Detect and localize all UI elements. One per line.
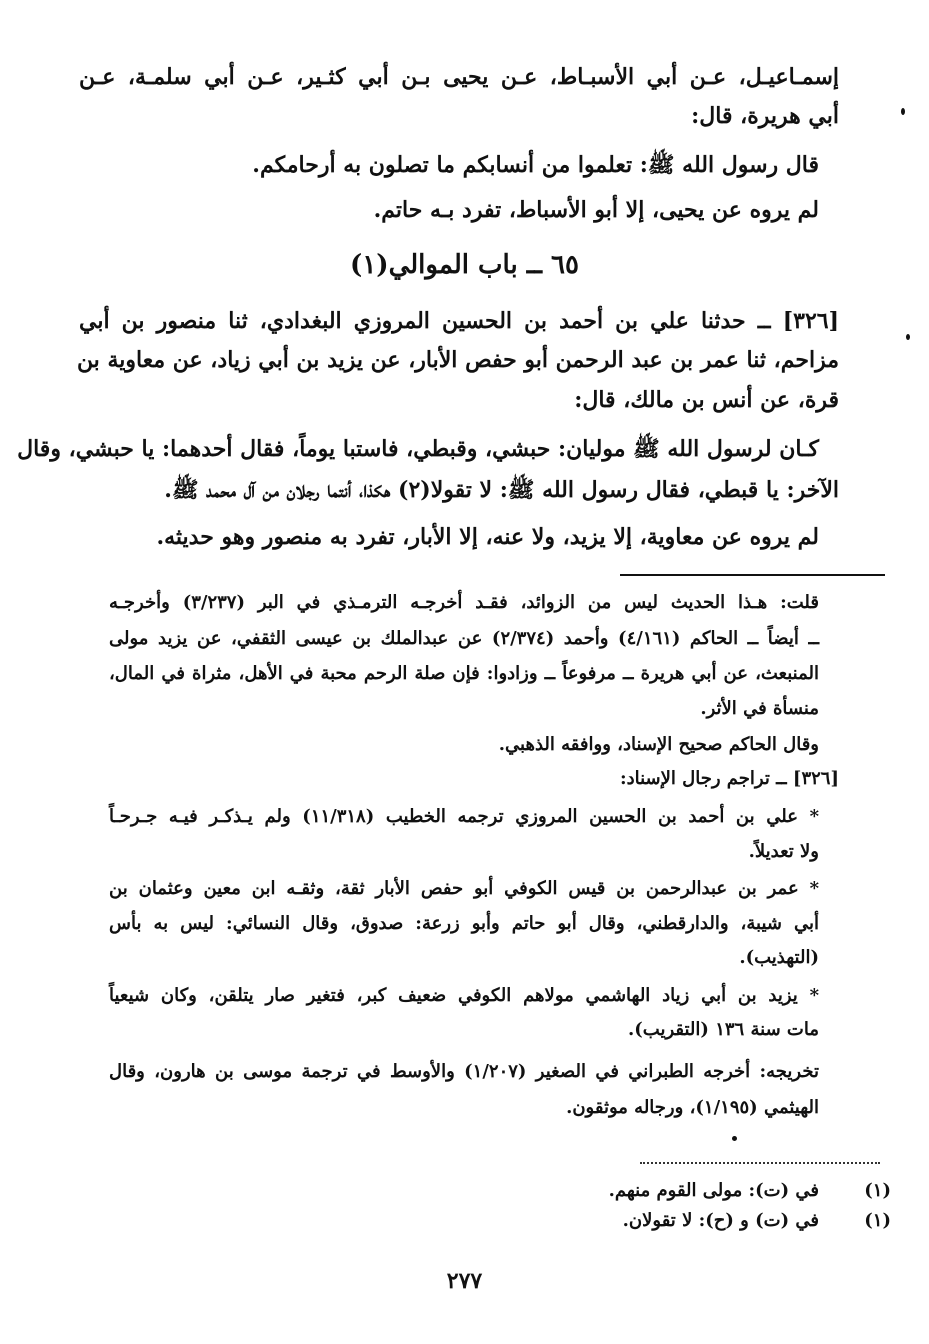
narrator-1-line-2: ولا تعديلاً.: [748, 841, 819, 862]
footnote-2-number: (١): [864, 1210, 891, 1231]
hadith-326-line-2: مزاحم، ثنا عمر بن عبد الرحمن أبو حفص الأبار، عن يزيد بن أبي زياد، عن معاوية بن: [76, 347, 839, 373]
footnote-1-text: في (ت): مولى القوم منهم.: [608, 1180, 819, 1201]
hadith-comment-2: لم يروه عن معاوية، إلا يزيد، ولا عنه، إلا الأبار، تفرد به منصور وهو حديثه.: [156, 524, 819, 550]
hadith-text-2-line-1: كـان لرسول الله ﷺ موليان: حبشي، وقبطي، فاستبا يوماً، فقال أحدهما: يا حبشي، وقال: [17, 436, 819, 462]
margin-mark-top: [901, 108, 905, 115]
narrator-2-line-2: أبي شيبة، والدارقطني، وقال أبو حاتم وأبو زرعة: صدوق، وقال النسائي: ليس به بأس: [109, 913, 819, 934]
takhrij-line-1: تخريجه: أخرجه الطبراني في الصغير (١/٢٠٧) والأوسط في ترجمة موسى بن هارون، وقال: [109, 1061, 819, 1082]
hadith-comment-1: لم يروه عن يحيى، إلا أبو الأسباط، تفرد بـه حاتم.: [373, 197, 819, 223]
hadith-text-2-line-2: الآخر: يا قبطي، فقال رسول الله ﷺ: لا تقولا(٢) هكذا، أنتما رجلان من آل محمد ﷺ.: [164, 477, 839, 503]
narrator-2-line-3: (التهذيب).: [739, 947, 819, 968]
note-line-5: وقال الحاكم صحيح الإسناد، ووافقه الذهبي.: [498, 734, 819, 755]
footnote-separator: [640, 1162, 880, 1164]
margin-mark-middle: [906, 334, 910, 340]
narrator-1-line-1: * علي بن أحمد بن الحسين المروزي ترجمه الخطيب (١١/٣١٨) ولم يـذكـر فيـه جـرحـاً: [109, 806, 819, 827]
hadith-text-1: قال رسول الله ﷺ: تعلموا من أنسابكم ما تصلون به أرحامكم.: [252, 152, 819, 178]
note-line-2: ــ أيضاً ــ الحاكم (٤/١٦١) وأحمد (٢/٣٧٤) عن عبدالملك بن عيسى الثقفي، عن يزيد مولى: [109, 628, 820, 649]
hadith-326-line-3: قرة، عن أنس بن مالك، قال:: [574, 387, 839, 413]
narrator-3-line-1: * يزيد بن أبي زياد الهاشمي مولاهم الكوفي ضعيف كبر، فتغير صار يتلقن، وكان شيعياً: [109, 985, 819, 1006]
narrator-2-line-1: * عمر بن عبدالرحمن بن قيس الكوفي أبو حفص الأبار ثقة، وثقـه ابن معين وعثمان بن: [109, 878, 819, 899]
footnote-2-text: في (ت) و (ح): لا تقولان.: [622, 1210, 819, 1231]
footnote-1-number: (١): [864, 1180, 891, 1201]
narrators-heading: [٣٢٦] ــ تراجم رجال الإسناد:: [619, 768, 839, 789]
narrator-3-line-2: مات سنة ١٣٦ (التقريب).: [627, 1019, 819, 1040]
hadith-326-line-1: [٣٢٦] ــ حدثنا علي بن أحمد بن الحسين المروزي البغدادي، ثنا منصور بن أبي: [79, 308, 839, 334]
chapter-heading: ٦٥ ــ باب الموالي(١): [350, 250, 579, 280]
note-line-1: قلت: هـذا الحديث ليس من الزوائد، فقـد أخرجـه الترمـذي في البر (٣/٢٣٧) وأخرجـه: [109, 592, 819, 613]
notes-separator: [620, 574, 885, 576]
stray-mark: [732, 1136, 737, 1141]
note-line-4: منسأة في الأثر.: [700, 698, 819, 719]
page-number: ٢٧٧: [446, 1268, 483, 1294]
takhrij-line-2: الهيثمي (١/١٩٥)، ورجاله موثقون.: [566, 1097, 819, 1118]
main-line-1: إسمـاعيـل، عـن أبي الأسبـاط، عـن يحيى بـن أبي كثـير، عـن أبي سلمـة، عـن: [79, 64, 839, 90]
main-line-2: أبي هريرة، قال:: [691, 103, 839, 129]
note-line-3: المنبعث، عن أبي هريرة ــ مرفوعاً ــ وزادوا: فإن صلة الرحم محبة في الأهل، مثراة في المال،: [109, 663, 819, 684]
